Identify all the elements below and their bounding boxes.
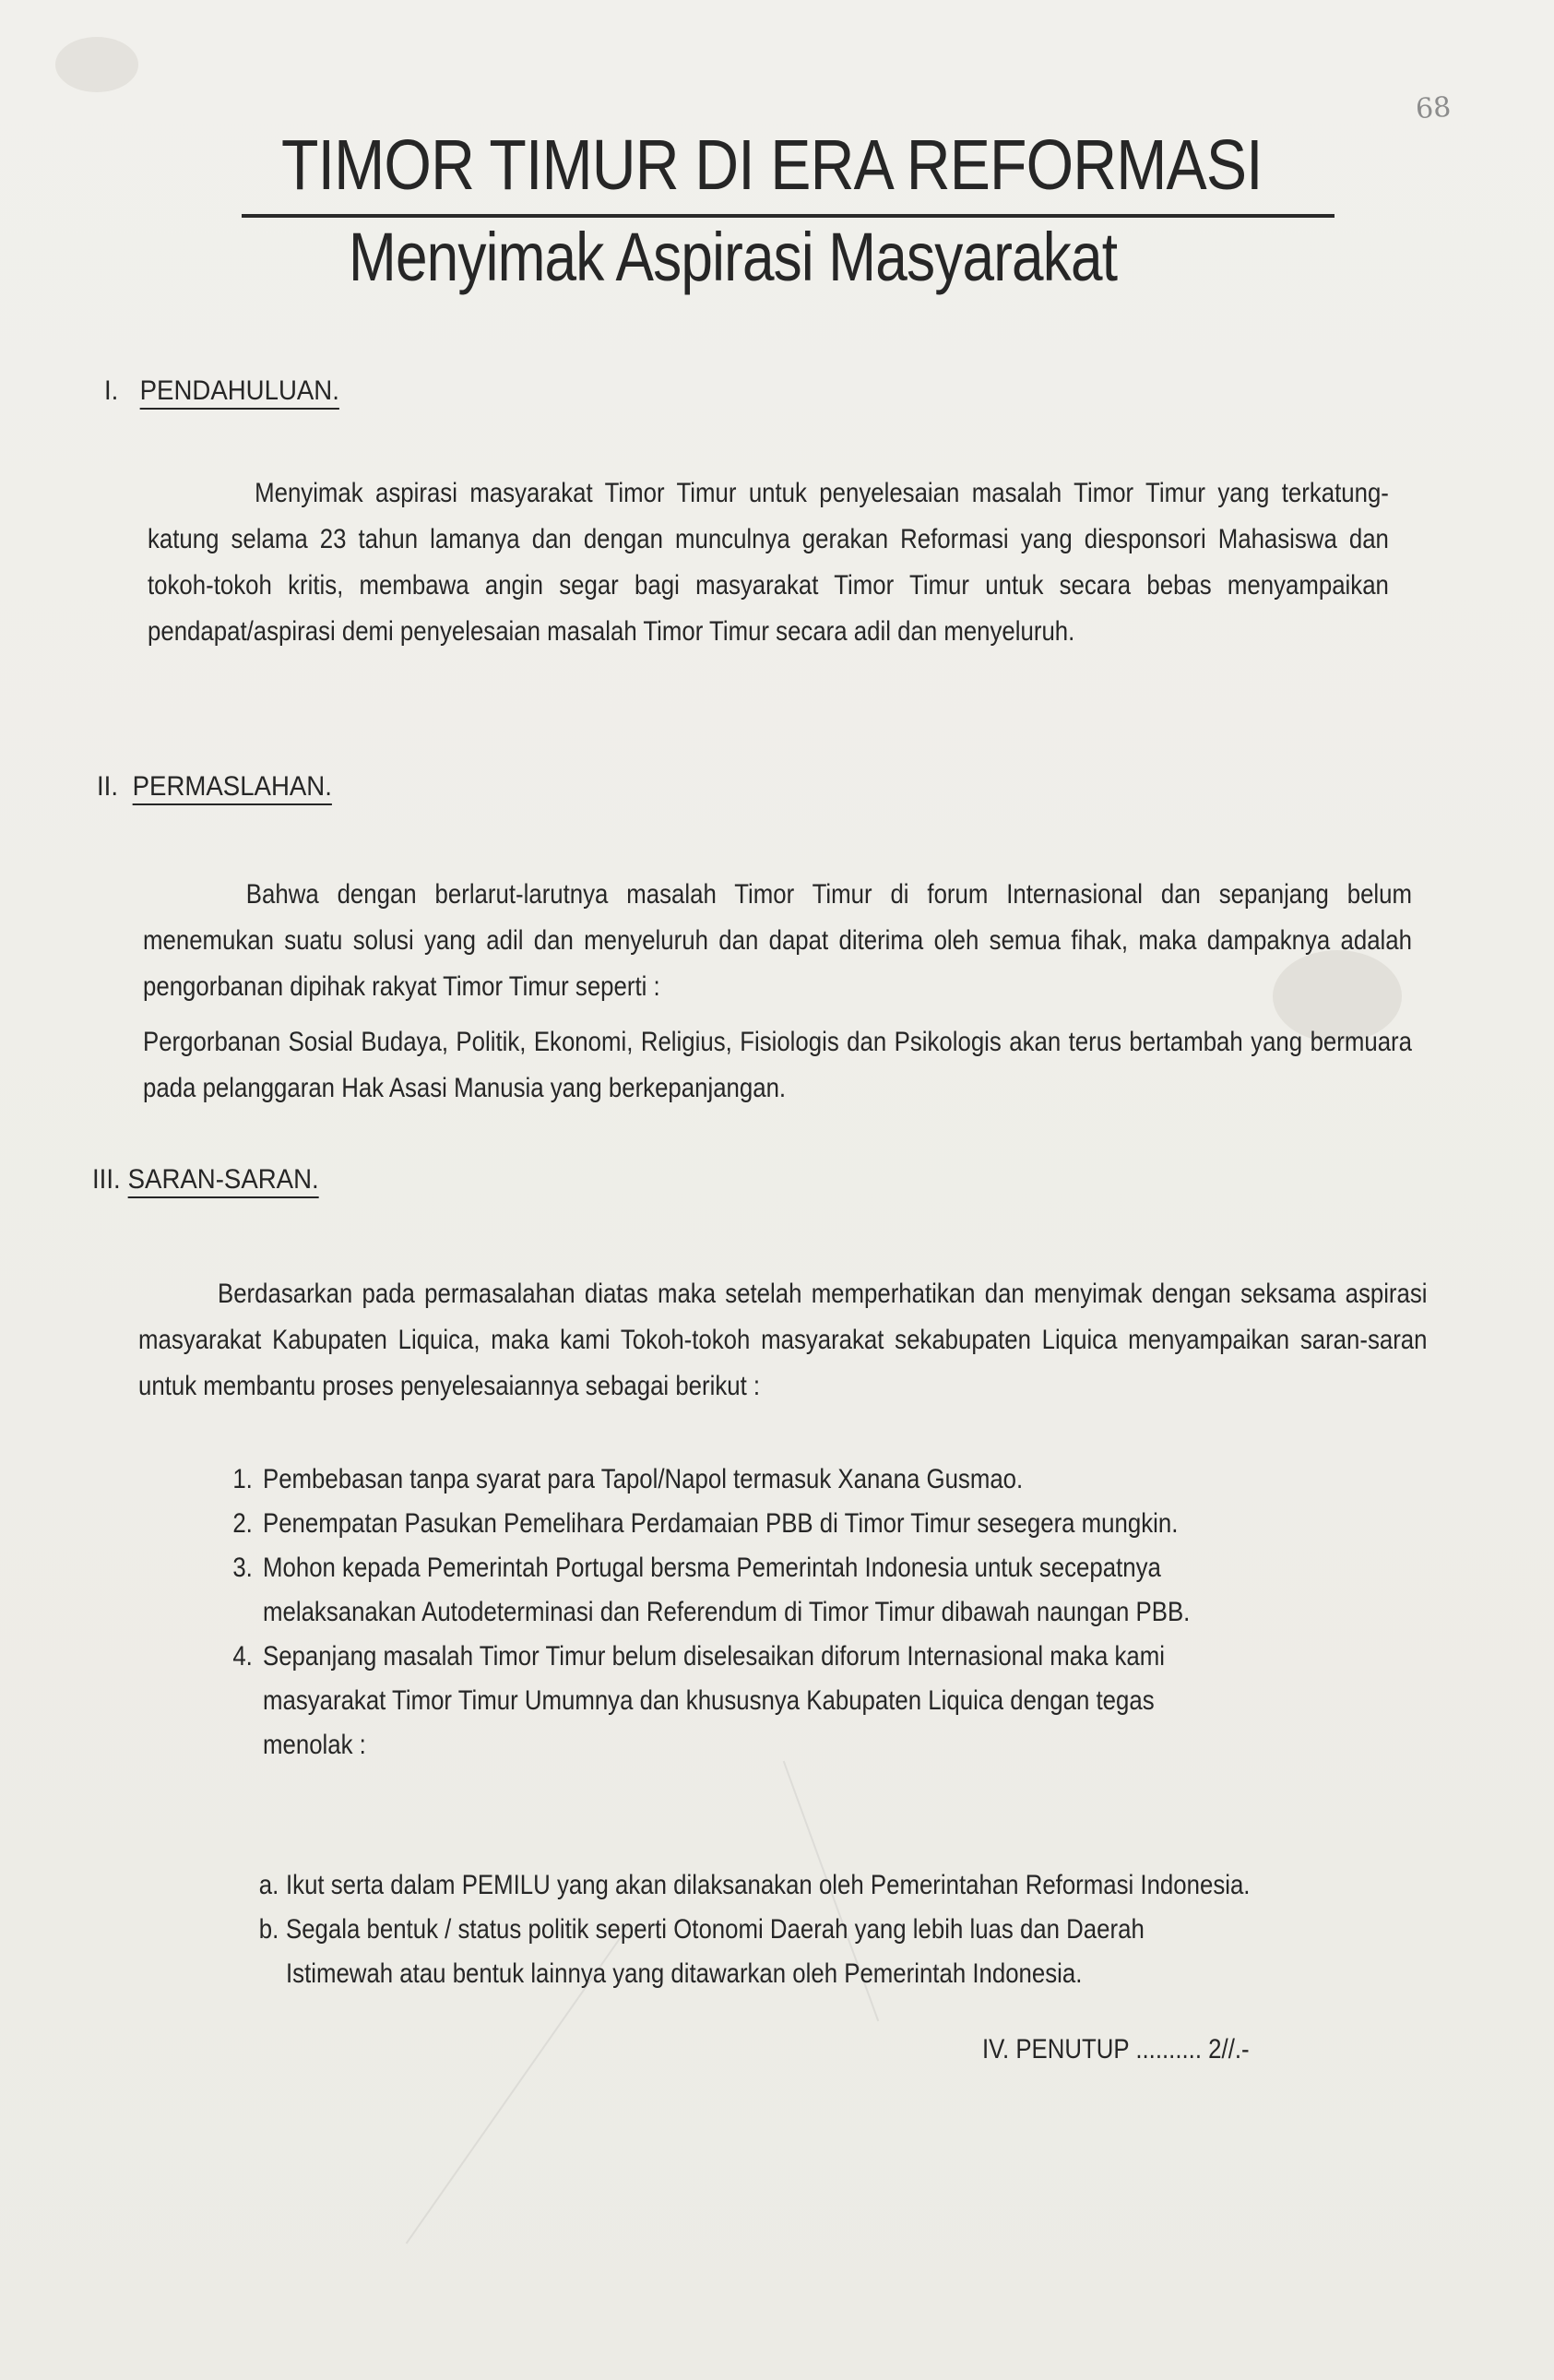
- list-item-continuation: [286, 1952, 1250, 1996]
- item-text: Istimewah atau bentuk lainnya yang ditawarkan oleh Pemerintah Indonesia.: [286, 1958, 1083, 1989]
- list-item: [232, 1458, 1190, 1502]
- item-letter: a.: [258, 1870, 279, 1900]
- section-number: III.: [92, 1164, 121, 1195]
- item-number: 3.: [232, 1553, 253, 1583]
- item-text: Segala bentuk / status politik seperti Otonomi Daerah yang lebih luas dan Daerah: [286, 1914, 1145, 1945]
- section-paragraph: Bahwa dengan berlarut-larutnya masalah Timor Timur di forum Internasional dan sepanjang belum menemukan suatu solusi yang adil dan menyeluruh dan dapat diterima oleh semua fihak, maka dampaknya adalah pengorbanan dipihak rakyat Timor Timur seperti :: [143, 879, 1412, 1002]
- paper-stain: [55, 37, 138, 92]
- section-paragraph: Berdasarkan pada permasalahan diatas maka setelah memperhatikan dan menyimak dengan seksama aspirasi masyarakat Kabupaten Liquica, maka kami Tokoh-tokoh masyarakat sekabupaten Liquica menyampaikan saran-saran untuk membantu proses penyelesaiannya sebagai berikut :: [138, 1279, 1428, 1401]
- list-item-continuation: [263, 1679, 1190, 1723]
- item-text: melaksanakan Autodeterminasi dan Referendum di Timor Timur dibawah naungan PBB.: [263, 1597, 1191, 1627]
- page-number: 68: [1414, 90, 1453, 126]
- list-item-continuation: [263, 1590, 1190, 1635]
- section-number: I.: [104, 375, 119, 406]
- rejection-list: [258, 1863, 1407, 1996]
- section-heading-saran: [92, 1164, 319, 1196]
- section-title: SARAN-SARAN.: [127, 1164, 319, 1195]
- document-subtitle: Menyimak Aspirasi Masyarakat: [349, 219, 1118, 295]
- section-heading-permaslahan: [97, 771, 332, 803]
- item-text: menolak :: [263, 1730, 366, 1760]
- list-item-continuation: [263, 1723, 1190, 1767]
- list-item: [232, 1502, 1190, 1546]
- item-text: Sepanjang masalah Timor Timur belum diselesaikan diforum Internasional maka kami: [263, 1641, 1165, 1672]
- document-title: TIMOR TIMUR DI ERA REFORMASI: [281, 125, 1263, 205]
- item-letter: b.: [258, 1914, 279, 1945]
- item-text: masyarakat Timor Timur Umumnya dan khususnya Kabupaten Liquica dengan tegas: [263, 1685, 1155, 1716]
- list-item: [258, 1908, 1250, 1952]
- section-title: PENDAHULUAN.: [139, 375, 339, 406]
- continuation-marker: IV. PENUTUP .......... 2//.-: [982, 2034, 1250, 2065]
- list-item: [232, 1635, 1190, 1679]
- list-item: [258, 1863, 1251, 1908]
- section-paragraph: Menyimak aspirasi masyarakat Timor Timur untuk penyelesaian masalah Timor Timur yang terkatung-katung selama 23 tahun lamanya dan dengan munculnya gerakan Reformasi yang diesponsori Mahasiswa dan tokoh-tokoh kritis, membawa angin segar bagi masyarakat Timor Timur untuk secara bebas menyampaikan pendapat/aspirasi demi penyelesaian masalah Timor Timur secara adil dan menyeluruh.: [148, 478, 1389, 647]
- list-item: [232, 1546, 1190, 1590]
- item-text: Mohon kepada Pemerintah Portugal bersma Pemerintah Indonesia untuk secepatnya: [263, 1553, 1161, 1583]
- item-text: Penempatan Pasukan Pemelihara Perdamaian PBB di Timor Timur sesegera mungkin.: [263, 1508, 1179, 1539]
- item-text: Pembebasan tanpa syarat para Tapol/Napol termasuk Xanana Gusmao.: [263, 1464, 1024, 1494]
- recommendation-list: [232, 1458, 1341, 1767]
- item-number: 1.: [232, 1464, 253, 1494]
- item-number: 4.: [232, 1641, 253, 1672]
- item-number: 2.: [232, 1508, 253, 1539]
- section-title: PERMASLAHAN.: [132, 771, 332, 802]
- item-text: Ikut serta dalam PEMILU yang akan dilaksanakan oleh Pemerintahan Reformasi Indonesia.: [286, 1870, 1251, 1900]
- section-number: II.: [97, 771, 119, 802]
- section-heading-pendahuluan: [104, 375, 339, 407]
- section-paragraph-continued: Pergorbanan Sosial Budaya, Politik, Ekonomi, Religius, Fisiologis dan Psikologis akan terus bertambah yang bermuara pada pelanggaran Hak Asasi Manusia yang berkepanjangan.: [143, 1027, 1412, 1103]
